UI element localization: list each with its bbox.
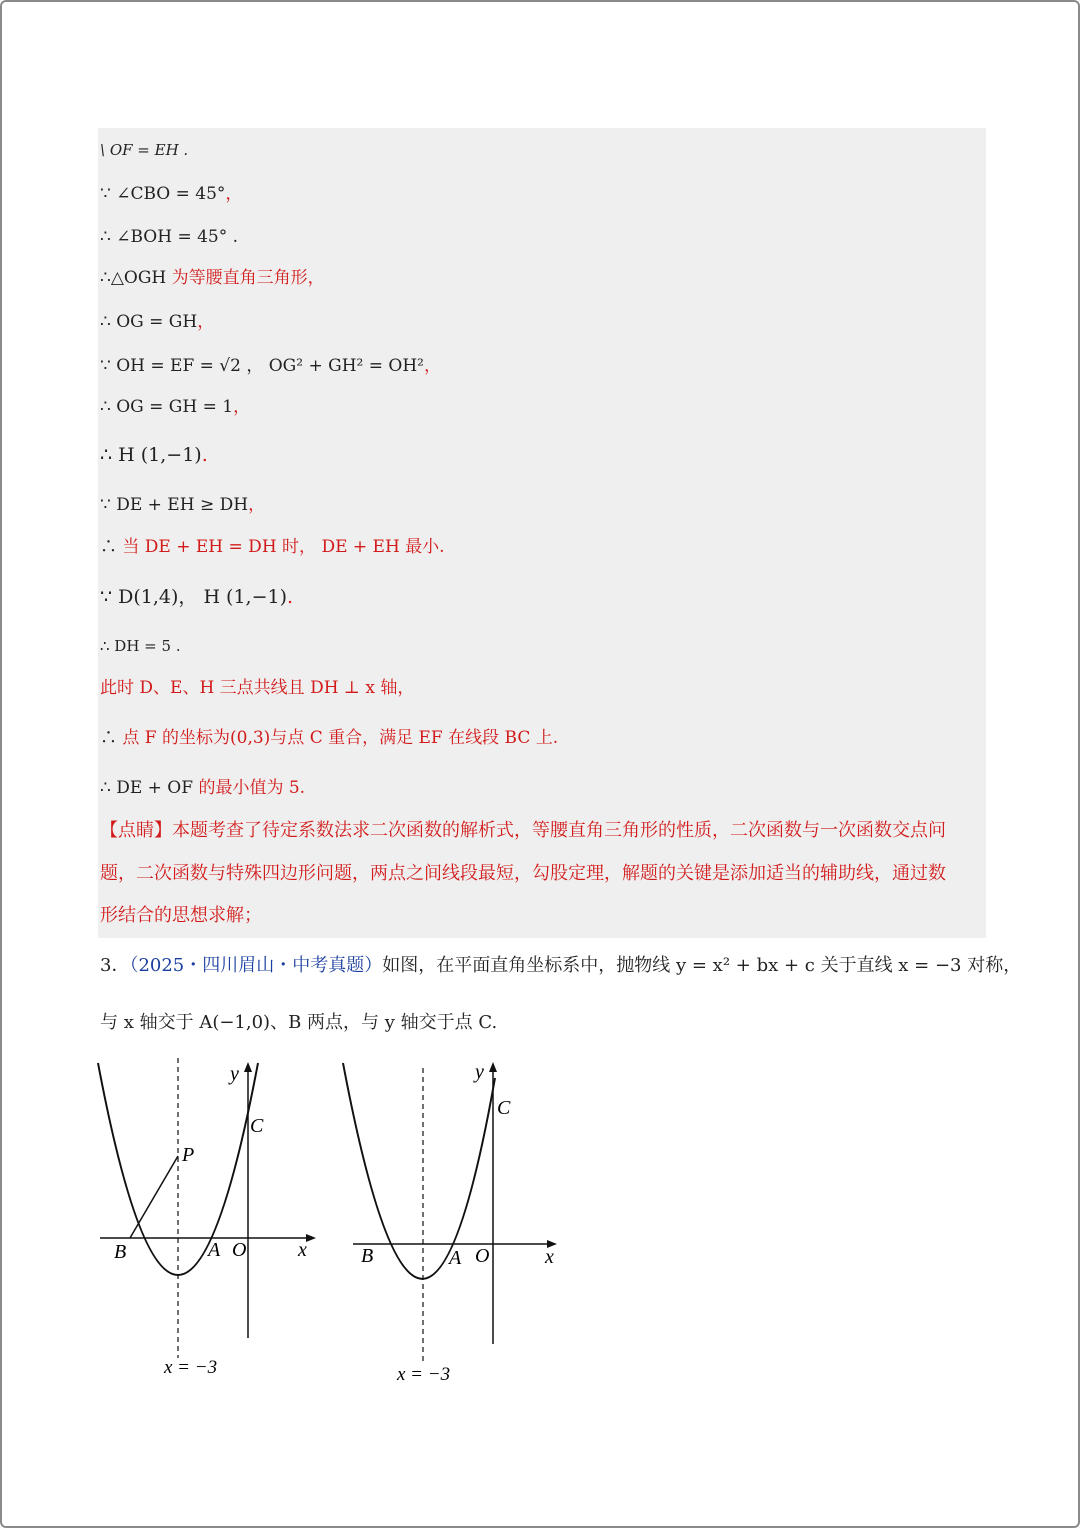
- solution-line: ∴ DE + OF 的最小值为 5.: [100, 778, 306, 798]
- label-y: y: [230, 1063, 239, 1085]
- label-o: O: [475, 1245, 490, 1267]
- solution-panel: [98, 128, 986, 938]
- note-line: 【点睛】本题考查了待定系数法求二次函数的解析式，等腰直角三角形的性质，二次函数与一次函数交点问: [100, 820, 946, 841]
- question-line-1: 3．（2025・四川眉山・中考真题）如图，在平面直角坐标系中，抛物线 y = x² + bx + c 关于直线 x = −3 对称，: [100, 955, 1022, 976]
- label-b: B: [114, 1241, 127, 1263]
- note-line: 形结合的思想求解；: [100, 905, 262, 926]
- solution-line: ∴ H (1,−1).: [100, 444, 208, 466]
- question-number: 3．: [100, 955, 130, 976]
- label-a: A: [208, 1239, 221, 1261]
- y-axis-arrow-icon: [489, 1062, 497, 1072]
- label-c: C: [497, 1097, 511, 1119]
- figure-left: [90, 1058, 320, 1388]
- solution-line: 此时 D、E、H 三点共线且 DH ⊥ x 轴，: [100, 678, 415, 698]
- figure-right: [335, 1058, 565, 1388]
- solution-line: ∴ 点 F 的坐标为(0,3)与点 C 重合，满足 EF 在线段 BC 上.: [100, 728, 559, 748]
- note-line: 题，二次函数与特殊四边形问题，两点之间线段最短，勾股定理，解题的关键是添加适当的辅助线，通过数: [100, 863, 946, 884]
- solution-line: ∴ DH = 5 .: [100, 637, 181, 655]
- solution-line: ∵ DE + EH ≥ DH，: [100, 495, 266, 515]
- label-p: P: [182, 1144, 195, 1166]
- x-axis-arrow-icon: [306, 1234, 316, 1242]
- solution-line: ∴ OG = GH，: [100, 312, 215, 332]
- solution-line: ∴ OG = GH = 1，: [100, 397, 251, 417]
- label-y: y: [475, 1061, 484, 1083]
- label-b: B: [361, 1245, 374, 1267]
- label-c: C: [250, 1115, 264, 1137]
- y-axis-arrow-icon: [244, 1062, 252, 1072]
- solution-line: ∵ D(1,4)， H (1,−1).: [100, 586, 294, 608]
- solution-line: ∵ ∠CBO = 45°，: [100, 184, 243, 204]
- label-x: x: [298, 1239, 307, 1261]
- label-axis: x = −3: [397, 1364, 451, 1385]
- question-line-2: 与 x 轴交于 A(−1,0)、B 两点，与 y 轴交于点 C.: [100, 1012, 498, 1033]
- label-x: x: [545, 1246, 554, 1268]
- label-a: A: [449, 1247, 462, 1269]
- solution-line: \ OF = EH .: [100, 141, 189, 159]
- solution-line: ∴ 当 DE + EH = DH 时， DE + EH 最小.: [100, 537, 445, 557]
- question-source: （2025・四川眉山・中考真题）: [129, 955, 383, 976]
- segment-bp: [130, 1156, 178, 1238]
- label-axis: x = −3: [164, 1357, 218, 1378]
- solution-line: ∵ OH = EF = √2 ， OG² + GH² = OH²，: [100, 356, 441, 376]
- label-o: O: [232, 1239, 247, 1261]
- solution-line: ∴△OGH 为等腰直角三角形，: [100, 268, 325, 288]
- solution-line: ∴ ∠BOH = 45° .: [100, 227, 239, 247]
